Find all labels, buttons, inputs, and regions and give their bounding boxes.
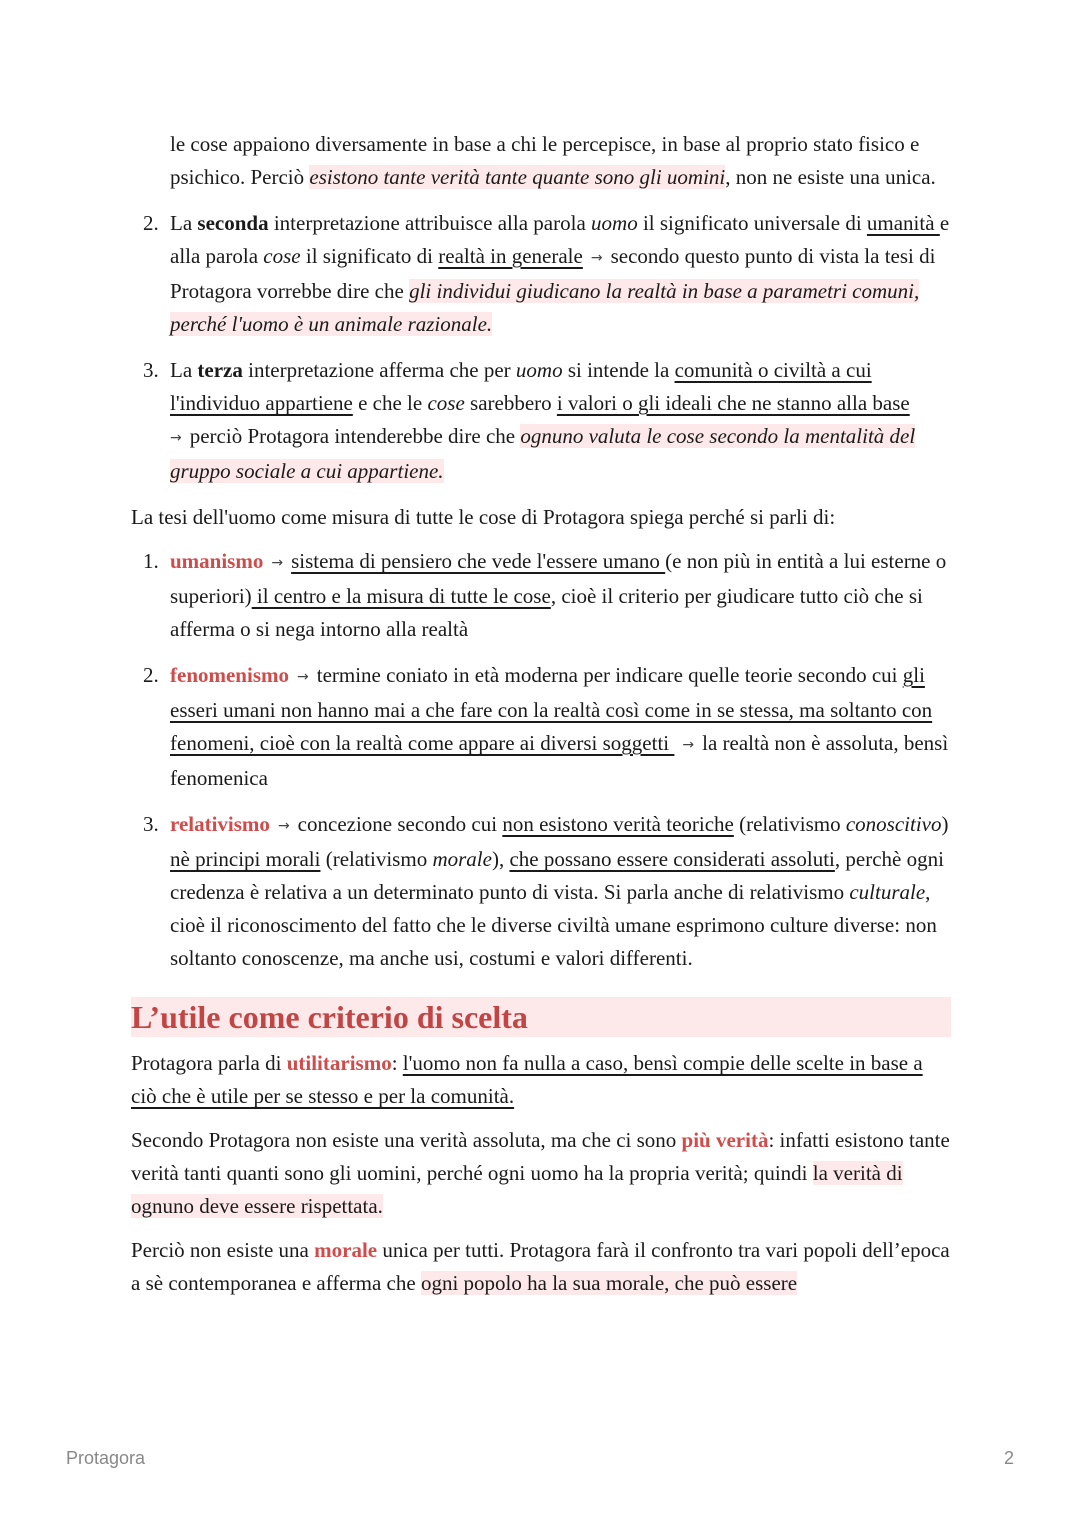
italic-text: cose <box>427 391 465 415</box>
text: (relativismo <box>733 812 846 836</box>
text: sarebbero <box>464 391 557 415</box>
text: (e non più in entità a lui esterne o superiori) <box>170 549 947 608</box>
arrow-icon: → <box>682 737 695 753</box>
list-number: 3. <box>143 358 159 382</box>
list-item <box>143 545 951 646</box>
italic-text: cose <box>263 244 301 268</box>
list-number: 2. <box>143 211 159 235</box>
morale-paragraph <box>131 1234 951 1300</box>
italic-text: uomo <box>591 211 638 235</box>
underlined-text: i valori o gli ideali che ne stanno alla base <box>556 391 910 415</box>
italic-text: culturale <box>849 880 926 904</box>
underlined-text: sistema di pensiero che vede l'essere umano <box>291 549 666 573</box>
highlighted-text: gli individui giudicano la realtà in base a parametri comuni <box>409 279 914 303</box>
text: , cioè il riconoscimento del fatto che le diverse civiltà umane esprimono culture diverse: non soltanto conoscenze, ma anche usi, costumi e valori differenti. <box>170 880 937 970</box>
italic-text: uomo <box>515 358 563 382</box>
text: : infatti esistono tante verità tanti quanti sono gli uomini, perché ogni uomo ha la propria verità; quindi <box>131 1128 950 1185</box>
utilitarismo-paragraph <box>131 1047 951 1113</box>
text: , non ne esiste una unica. <box>725 165 936 189</box>
arrow-icon: → <box>277 818 290 834</box>
list-item <box>143 808 951 975</box>
list-item <box>143 207 951 341</box>
intro-paragraph: La tesi dell'uomo come misura di tutte le cose di Protagora spiega perché si parli di: <box>131 505 836 529</box>
text: ), <box>491 847 510 871</box>
text: La <box>170 358 198 382</box>
bold-text: terza <box>197 358 243 382</box>
bold-text: seconda <box>197 211 269 235</box>
term-piu-verita: più verità <box>681 1128 769 1152</box>
text: e alla parola <box>170 211 950 268</box>
term-relativismo: relativismo <box>170 812 270 836</box>
term-fenomenismo: fenomenismo <box>170 663 289 687</box>
underlined-text: umanità <box>866 211 940 235</box>
list-number: 3. <box>143 812 159 836</box>
page-number: 2 <box>1003 1448 1014 1468</box>
text: si intende la <box>562 358 675 382</box>
text: interpretazione attribuisce alla parola <box>268 211 592 235</box>
text: e che le <box>352 391 428 415</box>
list-item <box>143 659 951 795</box>
term-umanismo: umanismo <box>170 549 264 573</box>
text: , cioè il criterio per giudicare tutto ciò che si afferma o si nega intorno alla realtà <box>170 584 923 641</box>
page-content <box>131 128 951 1311</box>
term-utilitarismo: utilitarismo <box>286 1051 392 1075</box>
italic-text: conoscitivo <box>845 812 942 836</box>
list-item <box>143 354 951 488</box>
highlighted-text: ogni popolo ha la sua morale, che può essere <box>420 1271 798 1295</box>
highlighted-text: ognuno valuta le cose secondo la mentalità del gruppo sociale a cui appartiene. <box>170 424 916 483</box>
text: secondo questo punto di vista la tesi di Protagora vorrebbe dire che <box>170 244 936 303</box>
text: termine coniato in età moderna per indicare quelle teorie secondo cui <box>316 663 903 687</box>
verita-paragraph <box>131 1124 951 1223</box>
underlined-text: l'uomo non fa nulla a caso, bensì compie delle scelte in base a ciò che è utile per se stesso e per la comunità. <box>131 1051 923 1108</box>
italic-text: morale <box>432 847 492 871</box>
underlined-text: realtà in generale <box>438 244 583 268</box>
arrow-icon: → <box>297 669 309 685</box>
text: Secondo Protagora non esiste una verità assoluta, ma che ci sono <box>131 1128 682 1152</box>
arrow-icon: → <box>271 555 284 571</box>
text: Perciò non esiste una <box>131 1238 315 1262</box>
arrow-icon: → <box>170 430 182 446</box>
text: La <box>170 211 198 235</box>
text: la realtà non è assoluta, bensì fenomenica <box>170 731 949 790</box>
footer-title: Protagora <box>66 1448 146 1468</box>
underlined-text: non esistono verità teoriche <box>502 812 734 836</box>
text: unica per tutti. Protagora farà il confronto tra vari popoli dell’epoca a sè contemporanea e afferma che <box>131 1238 950 1295</box>
underlined-text: che possano essere considerati assoluti <box>509 847 835 871</box>
underlined-text: gli esseri umani non hanno mai a che fare con la realtà così come in se stessa, ma soltanto con fenomeni, cioè con la realtà come appare ai diversi soggetti <box>170 663 933 755</box>
underlined-text: il centro e la misura di tutte le cose <box>251 584 551 608</box>
section-heading: L’utile come criterio di scelta <box>131 997 951 1037</box>
list-number: 2. <box>143 663 159 687</box>
highlighted-text: esistono tante verità tante quante sono gli uomini <box>309 165 726 189</box>
arrow-icon: → <box>590 250 603 266</box>
text: il significato di <box>300 244 439 268</box>
text: ) <box>941 812 949 836</box>
interpretations-list <box>131 128 951 488</box>
text: interpretazione afferma che per <box>242 358 516 382</box>
text: (relativismo <box>320 847 433 871</box>
highlighted-text: la verità di ognuno deve essere rispettata. <box>131 1161 903 1218</box>
text: : <box>391 1051 403 1075</box>
text: perciò Protagora intenderebbe dire che <box>189 424 521 448</box>
highlighted-text: , perché l'uomo è un animale razionale. <box>170 279 920 336</box>
list-number: 1. <box>143 549 159 573</box>
list-item <box>170 128 951 194</box>
underlined-text: nè principi morali <box>170 847 321 871</box>
term-morale: morale <box>314 1238 378 1262</box>
text: , perchè ogni credenza è relativa a un determinato punto di vista. Si parla anche di relativismo <box>170 847 944 904</box>
text: le cose appaiono diversamente in base a chi le percepisce, in base al proprio stato fisico e psichico. Perciò <box>170 132 920 189</box>
text: il significato universale di <box>637 211 867 235</box>
underlined-text: comunità o civiltà a cui l'individuo appartiene <box>170 358 872 415</box>
concepts-list <box>131 545 951 975</box>
text: Protagora parla di <box>131 1051 287 1075</box>
text: concezione secondo cui <box>297 812 503 836</box>
